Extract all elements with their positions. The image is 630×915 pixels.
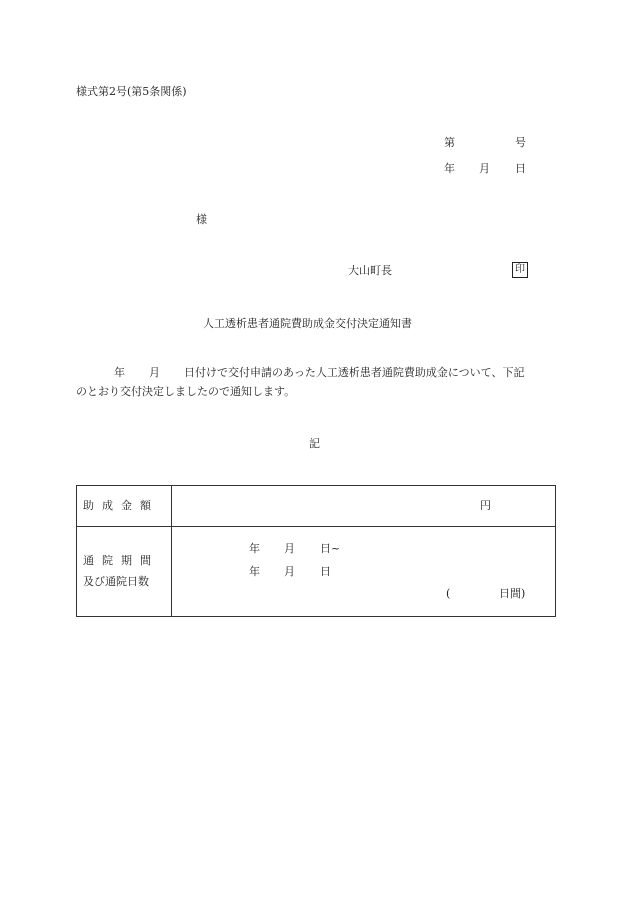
body-line2: のとおり交付決定しましたので通知します。 [76, 385, 296, 398]
issuer-name: 大山町長 [348, 264, 392, 277]
table-row-divider [77, 526, 555, 527]
issue-number-suffix: 号 [515, 136, 526, 149]
period-to-day: 日 [320, 565, 331, 578]
subsidy-amount-label: 助成金額 [83, 499, 159, 512]
days-open-paren: ( [446, 587, 451, 600]
seal-mark: 印 [512, 262, 528, 278]
period-from-month: 月 [284, 542, 295, 555]
body-line1: 日付けで交付申請のあった人工透析患者通院費助成金について、下記 [184, 366, 525, 379]
addressee-suffix: 様 [196, 213, 207, 226]
details-table [76, 485, 556, 617]
period-label-line1: 通院期間 [83, 554, 159, 567]
date-day: 日 [515, 162, 526, 175]
period-to-month: 月 [284, 565, 295, 578]
period-to-year: 年 [249, 565, 260, 578]
body-year: 年 [114, 366, 125, 379]
period-label-line2: 及び通院日数 [83, 575, 149, 588]
date-year: 年 [444, 162, 455, 175]
date-month: 月 [479, 162, 490, 175]
ki-heading: 記 [309, 437, 320, 450]
period-from-day: 日~ [320, 542, 341, 555]
document-title: 人工透析患者通院費助成金交付決定通知書 [203, 317, 412, 330]
period-from-year: 年 [249, 542, 260, 555]
days-label: 日間) [499, 587, 526, 600]
body-month: 月 [149, 366, 160, 379]
subsidy-amount-unit: 円 [480, 499, 491, 512]
form-number: 様式第2号(第5条関係) [76, 85, 187, 98]
table-column-divider [171, 486, 172, 616]
issue-number-prefix: 第 [444, 136, 455, 149]
